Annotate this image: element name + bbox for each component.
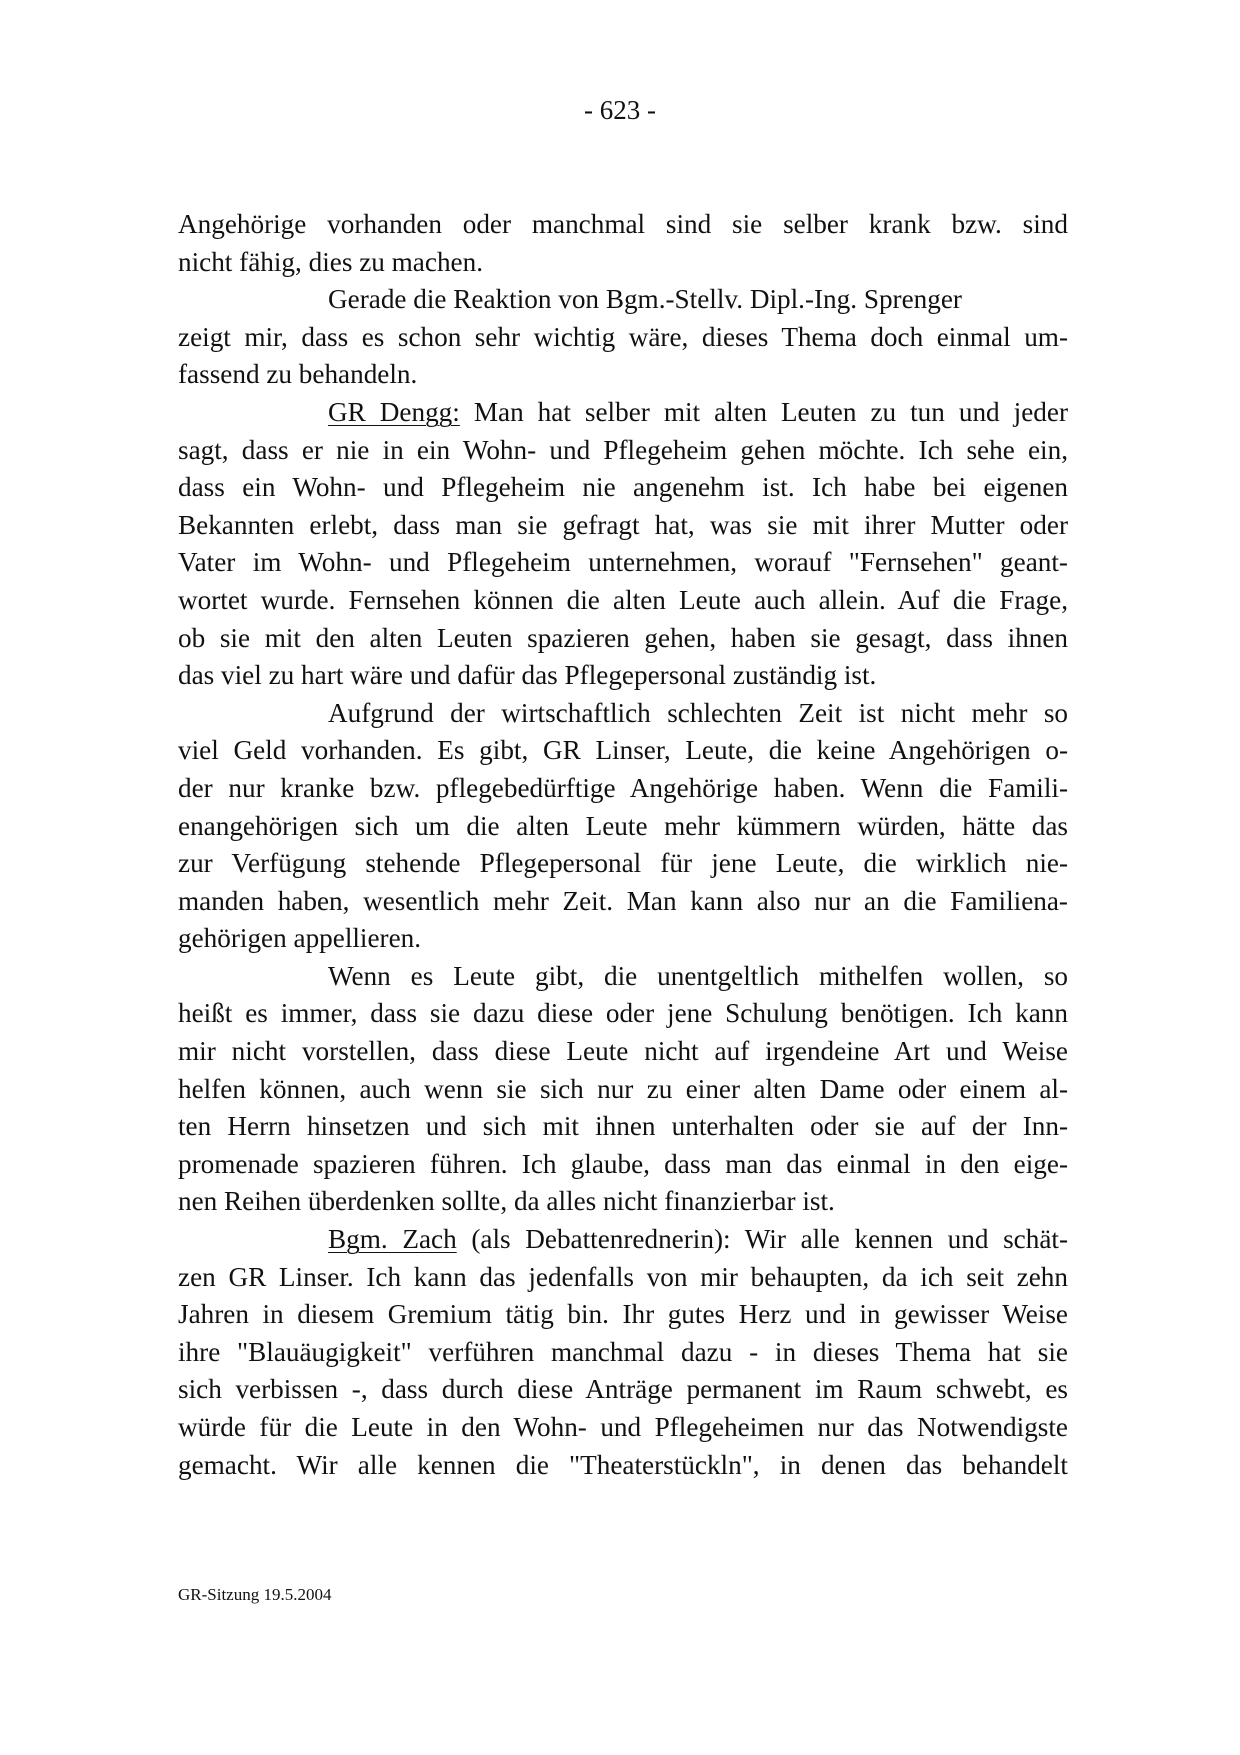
text-line: Wenn es Leute gibt, die unentgeltlich mithelfen wollen, so xyxy=(328,960,1068,991)
text-line: sich verbissen -, dass durch diese Anträge permanent im Raum schwebt, es xyxy=(178,1374,1068,1405)
paragraph xyxy=(178,958,1068,1221)
text-line: ihre "Blauäugigkeit" verführen manchmal dazu - in dieses Thema hat sie xyxy=(178,1336,1068,1367)
text-line: wortet wurde. Fernsehen können die alten Leute auch allein. Auf die Frage, xyxy=(178,584,1068,615)
text-line: gehörigen appellieren. xyxy=(178,923,422,954)
text-line: zur Verfügung stehende Pflegepersonal für jene Leute, die wirklich nie- xyxy=(178,848,1068,879)
text-line: zeigt mir, dass es schon sehr wichtig wäre, dieses Thema doch einmal um- xyxy=(178,321,1068,352)
paragraph xyxy=(178,695,1068,958)
paragraph xyxy=(178,281,1068,394)
text-line: ob sie mit den alten Leuten spazieren gehen, haben sie gesagt, dass ihnen xyxy=(178,622,1068,653)
text-line: mir nicht vorstellen, dass diese Leute nicht auf irgendeine Art und Weise xyxy=(178,1036,1068,1067)
paragraph xyxy=(178,394,1068,695)
text-line: dass ein Wohn- und Pflegeheim nie angenehm ist. Ich habe bei eigenen xyxy=(178,472,1068,503)
text-line: der nur kranke bzw. pflegebedürftige Angehörige haben. Wenn die Famili- xyxy=(178,772,1068,803)
text-line: manden haben, wesentlich mehr Zeit. Man kann also nur an die Familiena- xyxy=(178,885,1068,916)
text-line: Vater im Wohn- und Pflegeheim unternehmen, worauf "Fernsehen" geant- xyxy=(178,547,1068,578)
text-line: das viel zu hart wäre und dafür das Pflegepersonal zuständig ist. xyxy=(178,660,877,691)
text-segment: Man hat selber mit alten Leuten zu tun und jeder xyxy=(459,396,1068,427)
text-line: zen GR Linser. Ich kann das jedenfalls von mir behaupten, da ich seit zehn xyxy=(178,1261,1068,1292)
text-line: nen Reihen überdenken sollte, da alles nicht finanzierbar ist. xyxy=(178,1186,835,1217)
text-segment: (als Debattenrednerin): Wir alle kennen und schät- xyxy=(456,1224,1068,1255)
speaker-name: Bgm. Zach xyxy=(328,1224,457,1255)
text-line: Gerade die Reaktion von Bgm.-Stellv. Dipl.-Ing. Sprenger xyxy=(328,284,962,315)
paragraph xyxy=(178,1221,1068,1484)
text-line: würde für die Leute in den Wohn- und Pflegeheimen nur das Notwendigste xyxy=(178,1412,1068,1442)
text-line: Jahren in diesem Gremium tätig bin. Ihr gutes Herz und in gewisser Weise xyxy=(178,1299,1068,1330)
page-number: - 623 - xyxy=(584,95,656,125)
text-line: Angehörige vorhanden oder manchmal sind sie selber krank bzw. sind xyxy=(178,209,1068,239)
text-line: ten Herrn hinsetzen und sich mit ihnen unterhalten oder sie auf der Inn- xyxy=(178,1111,1068,1142)
text-line: helfen können, auch wenn sie sich nur zu einer alten Dame oder einem al- xyxy=(178,1073,1068,1104)
text-line: heißt es immer, dass sie dazu diese oder jene Schulung benötigen. Ich kann xyxy=(178,998,1068,1029)
text-line: promenade spazieren führen. Ich glaube, dass man das einmal in den eige- xyxy=(178,1148,1068,1179)
text-line: nicht fähig, dies zu machen. xyxy=(178,246,483,277)
footer: GR-Sitzung 19.5.2004 xyxy=(178,1585,332,1604)
text-line: Bekannten erlebt, dass man sie gefragt hat, was sie mit ihrer Mutter oder xyxy=(178,509,1068,540)
text-line: enangehörigen sich um die alten Leute mehr kümmern würden, hätte das xyxy=(178,810,1068,841)
text-line xyxy=(178,1221,1068,1259)
text-line: gemacht. Wir alle kennen die "Theaterstückln", in denen das behandelt xyxy=(178,1449,1068,1480)
text-line: sagt, dass er nie in ein Wohn- und Pflegeheim gehen möchte. Ich sehe ein, xyxy=(178,434,1068,465)
text-line: viel Geld vorhanden. Es gibt, GR Linser, Leute, die keine Angehörigen o- xyxy=(178,735,1068,766)
document-body xyxy=(178,206,1068,1484)
text-line xyxy=(178,394,1068,432)
text-line: Aufgrund der wirtschaftlich schlechten Zeit ist nicht mehr so xyxy=(328,697,1068,728)
speaker-name: GR Dengg: xyxy=(328,396,460,427)
paragraph xyxy=(178,206,1068,281)
text-line: fassend zu behandeln. xyxy=(178,359,418,390)
